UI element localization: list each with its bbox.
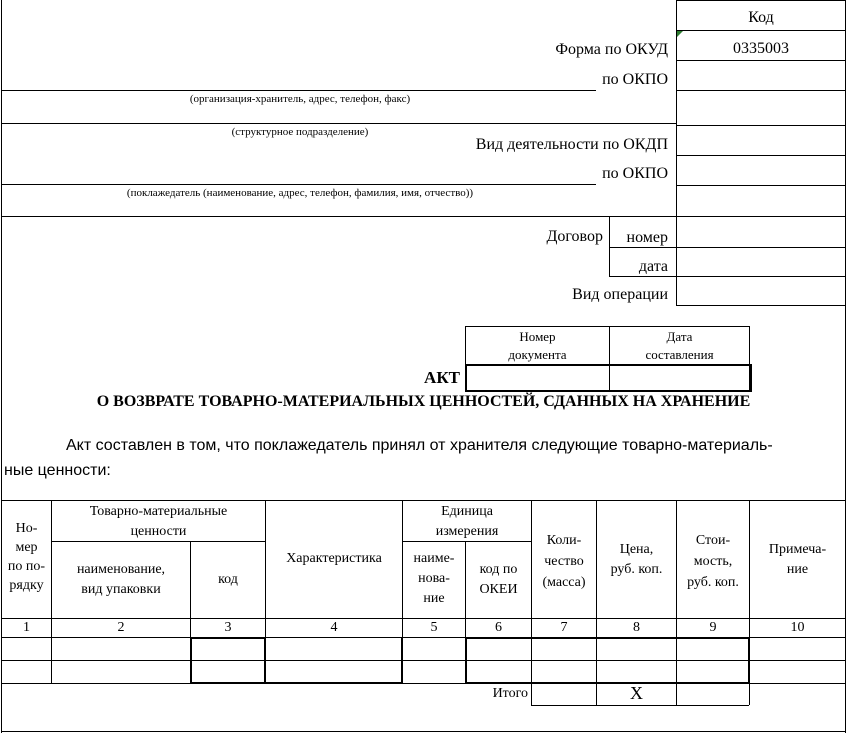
col1-line-4: рядку [9, 578, 44, 593]
doc-date-header [610, 328, 749, 364]
unit-group-line-2: измерения [435, 524, 499, 539]
unit-group-header [403, 502, 531, 542]
tmc-line-1: Товарно-материальные [89, 504, 228, 519]
name-col-line-1: наименование, [76, 562, 166, 577]
col-num-7: 7 [560, 620, 568, 635]
qty-line-1: Коли- [546, 533, 582, 548]
unit-group-line-1: Единица [441, 504, 493, 519]
doc-value-divider [609, 364, 610, 390]
cost-line-3: руб. коп. [687, 575, 739, 590]
table-row[interactable] [2, 661, 846, 683]
cell-marker-icon [677, 31, 683, 37]
code-line-3 [676, 90, 846, 91]
code-line-8 [609, 247, 846, 248]
code-line-2 [676, 60, 846, 61]
tmc-line-2: ценности [130, 524, 187, 539]
okpo-label-2: по ОКПО [602, 165, 668, 182]
qty-line-2: чество [544, 554, 584, 569]
note-header [750, 540, 845, 580]
act-subtitle: О ВОЗВРАТЕ ТОВАРНО-МАТЕРИАЛЬНЫХ ЦЕННОСТЕЙ, СДАННЫХ НА ХРАНЕНИЕ [96, 393, 751, 410]
code-line-5 [676, 155, 846, 156]
price-line-2: руб. коп. [610, 562, 663, 577]
doc-number-label-2: документа [508, 347, 567, 362]
code-header: Код [748, 9, 774, 26]
col1-line-2: мер [15, 540, 38, 555]
price-line-1: Цена, [619, 542, 654, 557]
doc-date-label-2: составления [645, 347, 714, 362]
act-title: АКТ [424, 368, 460, 387]
code-line-1 [676, 30, 846, 31]
code-line-10 [676, 305, 846, 306]
name-col-line-2: вид упаковки [81, 582, 161, 597]
body-text-line-1: Акт составлен в том, что поклажедатель принял от хранителя следующие товарно-материаль- [66, 437, 773, 454]
total-cost-field[interactable] [677, 684, 749, 705]
col1-line-1: Но- [15, 521, 38, 536]
contract-date-label: дата [638, 258, 668, 275]
col-num-6: 6 [495, 620, 502, 635]
char-col-header: Характеристика [286, 551, 382, 566]
depositor-line-2[interactable] [1, 216, 676, 217]
doc-number-header [466, 328, 609, 364]
contract-number-label: номер [626, 229, 668, 246]
struct-caption: (структурное подразделение) [231, 126, 369, 138]
qty-line-3: (масса) [542, 575, 586, 590]
total-price-mark: Х [630, 683, 643, 703]
total-qty-field[interactable] [532, 684, 596, 705]
table-top [1, 500, 846, 501]
col-num-1: 1 [23, 620, 30, 635]
code-col-top [676, 0, 846, 1]
operation-label: Вид операции [572, 286, 668, 303]
unit-name-line-1: наиме- [413, 551, 455, 566]
unit-name-header [403, 549, 465, 609]
note-line-2: ние [786, 562, 809, 577]
note-line-1: Примеча- [768, 542, 827, 557]
total-label: Итого [492, 686, 528, 701]
total-bottom [531, 705, 749, 706]
cost-line-2: мость, [693, 554, 733, 569]
depositor-line[interactable] [1, 184, 596, 185]
tmc-group-header [52, 502, 265, 542]
doc-number-label-1: Номер [519, 329, 556, 344]
col-num-2: 2 [117, 620, 125, 635]
table-row[interactable] [2, 638, 846, 660]
col-num-5: 5 [430, 620, 438, 635]
contract-label: Договор [546, 228, 603, 245]
col-number-header [2, 519, 51, 595]
qty-header [532, 530, 596, 593]
code-line-6 [676, 185, 846, 186]
body-text-line-2: ные ценности: [4, 462, 111, 479]
struct-line[interactable] [1, 123, 676, 124]
unit-code-line-2: ОКЕИ [479, 582, 518, 597]
col-num-9: 9 [709, 620, 717, 635]
page-bottom [1, 731, 846, 732]
unit-name-line-2: нова- [418, 571, 450, 586]
doc-box-top [465, 326, 749, 327]
doc-date-label-1: Дата [666, 329, 693, 344]
code-line-4 [676, 125, 846, 126]
col-num-8: 8 [633, 620, 640, 635]
cost-header [677, 530, 749, 593]
col1-line-3: по по- [7, 559, 46, 574]
header-bottom [1, 618, 846, 619]
unit-code-line-1: код по [479, 562, 518, 577]
okdp-label: Вид деятельности по ОКДП [475, 136, 668, 153]
unit-name-line-3: ние [423, 591, 445, 606]
okpo-label-1: по ОКПО [602, 71, 668, 88]
depositor-caption: (поклажедатель (наименование, адрес, телефон, фамилия, имя, отчество)) [126, 187, 474, 199]
right-border [845, 0, 846, 733]
col-num-3: 3 [224, 620, 232, 635]
col-num-10: 10 [790, 620, 805, 635]
okud-label: Форма по ОКУД [555, 41, 668, 58]
okud-value[interactable]: 0335003 [733, 40, 789, 57]
col-num-4: 4 [330, 620, 338, 635]
doc-date-field[interactable] [611, 366, 748, 388]
unit-code-header [466, 560, 531, 600]
name-col-header [52, 560, 190, 600]
org-caption: (организация-хранитель, адрес, телефон, факс) [189, 93, 411, 105]
org-line[interactable] [1, 90, 596, 91]
doc-number-field[interactable] [467, 366, 608, 388]
code-col-header: код [218, 572, 238, 587]
code-line-9 [609, 276, 846, 277]
cost-line-1: Стои- [695, 533, 731, 548]
price-header [597, 540, 676, 580]
